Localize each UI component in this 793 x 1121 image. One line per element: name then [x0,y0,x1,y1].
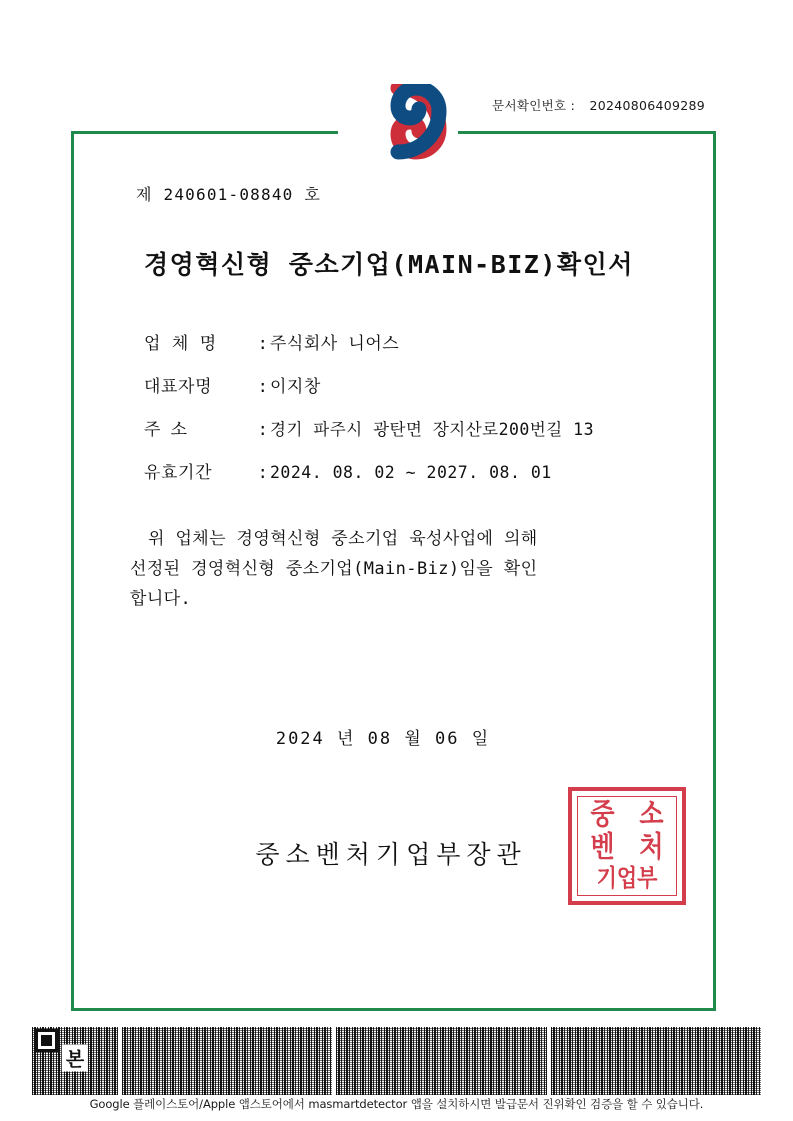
serial-prefix: 제 [136,185,153,204]
certificate-fields [144,329,678,483]
field-colon-validity: : [257,463,269,483]
barcode-block-3 [336,1027,546,1095]
issuer-line [118,796,678,893]
field-value-validity: 2024. 08. 02 ~ 2027. 08. 01 [270,463,552,482]
field-colon-company: : [257,334,269,354]
seal-char-3: 벤 [590,829,615,863]
field-label-address: 주 소 [144,420,188,440]
field-row-company [144,329,678,354]
barcode-block-4 [551,1027,761,1095]
official-seal-icon [568,787,686,905]
field-value-address: 경기 파주시 광탄면 장지산로200번길 13 [270,420,595,439]
body-line-3: 합니다. [130,588,192,609]
document-confirm-number [492,96,705,114]
issuer-name: 중소벤처기업부장관 [255,840,527,870]
field-colon-representative: : [257,377,269,397]
document-confirm-number-label: 문서확인번호 : [492,98,576,113]
document-confirm-number-value: 20240806409289 [589,98,705,113]
field-label-validity: 유효기간 [144,463,213,483]
footer-note: Google 플레이스토어/Apple 앱스토어에서 masmartdetector 앱을 설치하시면 발급문서 진위확인 검증을 할 수 있습니다. [89,1097,704,1111]
body-line-2: 선정된 경영혁신형 중소기업(Main-Biz)임을 확인 [130,558,538,579]
barcode-strip [32,1027,761,1095]
body-line-1: 위 업체는 경영혁신형 중소기업 육성사업에 의해 [148,529,538,549]
barcode-corner-marker-icon [35,1029,58,1052]
barcode-block-2 [122,1027,332,1095]
seal-char-5: 기업부 [596,864,658,893]
certificate-content [118,160,678,893]
seal-char-1: 중 [590,796,615,831]
seal-char-2: 소 [639,796,664,831]
field-value-company: 주식회사 니어스 [270,334,400,354]
barcode-block-1 [32,1027,118,1095]
issue-date: 2024 년 08 월 06 일 [275,729,491,750]
field-row-validity [144,458,678,483]
serial-line [136,182,678,205]
serial-suffix: 호 [304,185,321,204]
field-row-representative [144,372,678,397]
barcode-label: 본 [62,1045,88,1072]
field-label-representative: 대표자명 [144,377,213,397]
serial-number: 240601-08840 [163,185,294,204]
field-value-representative: 이지창 [270,377,321,397]
certificate-body [130,525,678,614]
field-label-company: 업 체 명 [144,334,217,354]
field-row-address [144,415,678,440]
field-colon-address: : [257,420,269,440]
seal-char-4: 처 [639,829,664,863]
certificate-title: 경영혁신형 중소기업(MAIN-BIZ)확인서 [144,250,634,279]
